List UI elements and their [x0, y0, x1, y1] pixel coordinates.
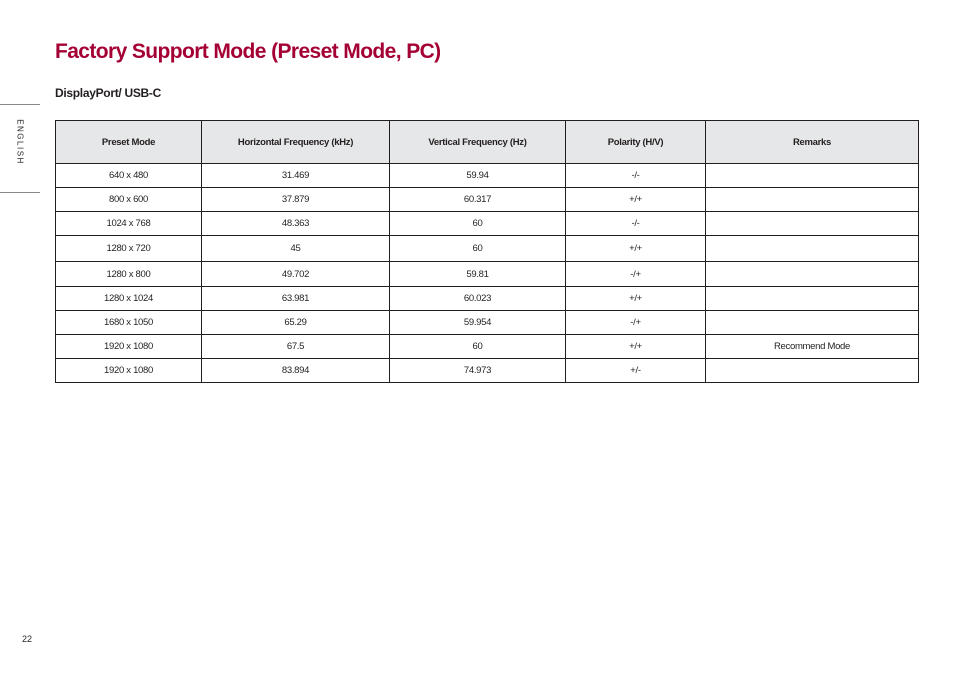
page-number: 22: [22, 634, 33, 644]
side-rule-bottom: [0, 192, 40, 193]
cell-polarity: -/-: [566, 212, 706, 236]
cell-polarity: +/+: [566, 236, 706, 262]
table-header-row: [56, 121, 919, 164]
cell-preset-mode: 800 x 600: [56, 188, 202, 212]
preset-mode-table: [55, 120, 919, 383]
cell-vertical-frequency: 60: [390, 335, 566, 359]
cell-remarks: [706, 287, 919, 311]
cell-polarity: +/-: [566, 359, 706, 383]
header-remarks: Remarks: [706, 121, 919, 164]
cell-polarity: +/+: [566, 188, 706, 212]
cell-preset-mode: 1920 x 1080: [56, 359, 202, 383]
header-preset-mode: Preset Mode: [56, 121, 202, 164]
cell-horizontal-frequency: 31.469: [202, 164, 390, 188]
cell-preset-mode: 1280 x 1024: [56, 287, 202, 311]
table-row: [56, 335, 919, 359]
cell-horizontal-frequency: 37.879: [202, 188, 390, 212]
cell-horizontal-frequency: 65.29: [202, 311, 390, 335]
table-row: [56, 236, 919, 262]
language-side-label: ENGLISH: [15, 119, 25, 165]
cell-horizontal-frequency: 49.702: [202, 262, 390, 287]
table-row: [56, 188, 919, 212]
side-rule-top: [0, 104, 40, 105]
cell-polarity: +/+: [566, 287, 706, 311]
cell-horizontal-frequency: 83.894: [202, 359, 390, 383]
cell-remarks: [706, 164, 919, 188]
table-row: [56, 359, 919, 383]
cell-preset-mode: 1024 x 768: [56, 212, 202, 236]
cell-horizontal-frequency: 48.363: [202, 212, 390, 236]
table-row: [56, 287, 919, 311]
cell-vertical-frequency: 59.954: [390, 311, 566, 335]
cell-preset-mode: 1680 x 1050: [56, 311, 202, 335]
cell-remarks: [706, 236, 919, 262]
cell-vertical-frequency: 60: [390, 212, 566, 236]
table-row: [56, 164, 919, 188]
cell-remarks: [706, 212, 919, 236]
cell-vertical-frequency: 60.023: [390, 287, 566, 311]
header-polarity: Polarity (H/V): [566, 121, 706, 164]
cell-remarks: [706, 188, 919, 212]
cell-polarity: +/+: [566, 335, 706, 359]
cell-vertical-frequency: 60: [390, 236, 566, 262]
cell-remarks: [706, 262, 919, 287]
cell-polarity: -/+: [566, 311, 706, 335]
cell-vertical-frequency: 60.317: [390, 188, 566, 212]
cell-preset-mode: 1280 x 800: [56, 262, 202, 287]
table-row: [56, 311, 919, 335]
cell-remarks: [706, 359, 919, 383]
page-title: Factory Support Mode (Preset Mode, PC): [55, 40, 441, 63]
table-row: [56, 262, 919, 287]
cell-preset-mode: 640 x 480: [56, 164, 202, 188]
cell-vertical-frequency: 59.94: [390, 164, 566, 188]
cell-polarity: -/-: [566, 164, 706, 188]
cell-horizontal-frequency: 67.5: [202, 335, 390, 359]
cell-horizontal-frequency: 63.981: [202, 287, 390, 311]
cell-vertical-frequency: 59.81: [390, 262, 566, 287]
section-heading: DisplayPort/ USB-C: [55, 86, 161, 100]
table-row: [56, 212, 919, 236]
cell-preset-mode: 1920 x 1080: [56, 335, 202, 359]
header-horizontal-frequency: Horizontal Frequency (kHz): [202, 121, 390, 164]
cell-polarity: -/+: [566, 262, 706, 287]
header-vertical-frequency: Vertical Frequency (Hz): [390, 121, 566, 164]
cell-remarks: [706, 311, 919, 335]
cell-remarks: Recommend Mode: [706, 335, 919, 359]
cell-preset-mode: 1280 x 720: [56, 236, 202, 262]
cell-horizontal-frequency: 45: [202, 236, 390, 262]
cell-vertical-frequency: 74.973: [390, 359, 566, 383]
